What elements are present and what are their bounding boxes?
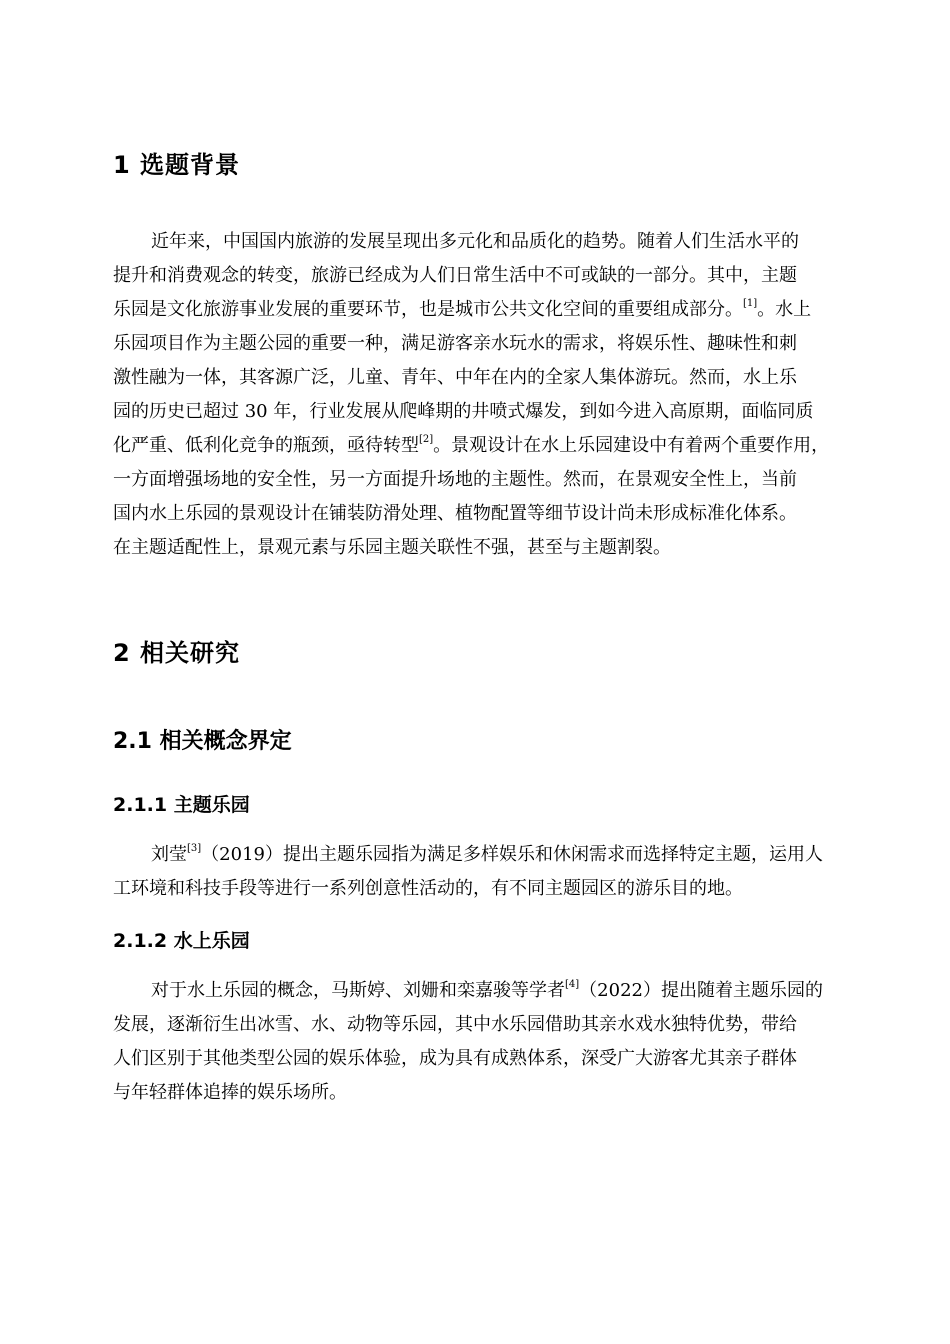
citation-3: [3] <box>187 843 202 854</box>
subsection-heading-2-1-2: 2.1.2 水上乐园 <box>113 930 250 952</box>
citation-4: [4] <box>565 979 580 990</box>
paragraph-line <box>113 429 829 463</box>
subsection-heading-2-1: 2.1 相关概念界定 <box>113 729 292 754</box>
section-heading-1: 1 选题背景 <box>113 151 241 179</box>
paragraph-line: 近年来，中国国内旅游的发展呈现出多元化和品质化的趋势。随着人们生活水平的 <box>151 231 799 252</box>
paragraph-line: 发展，逐渐衍生出冰雪、水、动物等乐园，其中水乐园借助其亲水戏水独特优势，带给 <box>113 1014 797 1035</box>
paragraph-line: 园的历史已超过 30 年，行业发展从爬峰期的井喷式爆发，到如今进入高原期，面临同质 <box>113 401 814 422</box>
citation-2: [2] <box>419 434 434 445</box>
paragraph-line: 乐园项目作为主题公园的重要一种，满足游客亲水玩水的需求，将娱乐性、趣味性和刺 <box>113 333 797 354</box>
paragraph-line: 在主题适配性上，景观元素与乐园主题关联性不强，甚至与主题割裂。 <box>113 537 671 558</box>
paragraph-text: （2019）提出主题乐园指为满足多样娱乐和休闲需求而选择特定主题，运用人 <box>201 844 823 865</box>
paragraph-text: 乐园是文化旅游事业发展的重要环节，也是城市公共文化空间的重要组成部分。 <box>113 299 743 320</box>
paragraph-line: 人们区别于其他类型公园的娱乐体验，成为具有成熟体系，深受广大游客尤其亲子群体 <box>113 1048 797 1069</box>
section-heading-2: 2 相关研究 <box>113 639 241 667</box>
paragraph-line <box>113 293 811 327</box>
paragraph-text: （2022）提出随着主题乐园的 <box>579 980 823 1001</box>
paragraph-text: 对于水上乐园的概念，马斯婷、刘姗和栾嘉骏等学者 <box>151 980 565 1001</box>
paragraph-line: 与年轻群体追捧的娱乐场所。 <box>113 1082 347 1103</box>
subsection-heading-2-1-1: 2.1.1 主题乐园 <box>113 794 250 816</box>
paragraph-line <box>151 974 823 1008</box>
paragraph-line: 激性融为一体，其客源广泛，儿童、青年、中年在内的全家人集体游玩。然而，水上乐 <box>113 367 797 388</box>
paragraph-text: 。景观设计在水上乐园建设中有着两个重要作用， <box>433 435 830 456</box>
paragraph-text: 刘莹 <box>151 844 187 865</box>
citation-1: [1] <box>743 298 758 309</box>
paragraph-text: 化严重、低利化竞争的瓶颈，亟待转型 <box>113 435 419 456</box>
paragraph-line <box>151 838 823 872</box>
paragraph-line: 提升和消费观念的转变，旅游已经成为人们日常生活中不可或缺的一部分。其中，主题 <box>113 265 797 286</box>
paragraph-line: 国内水上乐园的景观设计在铺装防滑处理、植物配置等细节设计尚未形成标准化体系。 <box>113 503 797 524</box>
paragraph-line: 一方面增强场地的安全性，另一方面提升场地的主题性。然而，在景观安全性上，当前 <box>113 469 797 490</box>
paragraph-text: 。水上 <box>757 299 812 320</box>
paragraph-line: 工环境和科技手段等进行一系列创意性活动的，有不同主题园区的游乐目的地。 <box>113 878 743 899</box>
